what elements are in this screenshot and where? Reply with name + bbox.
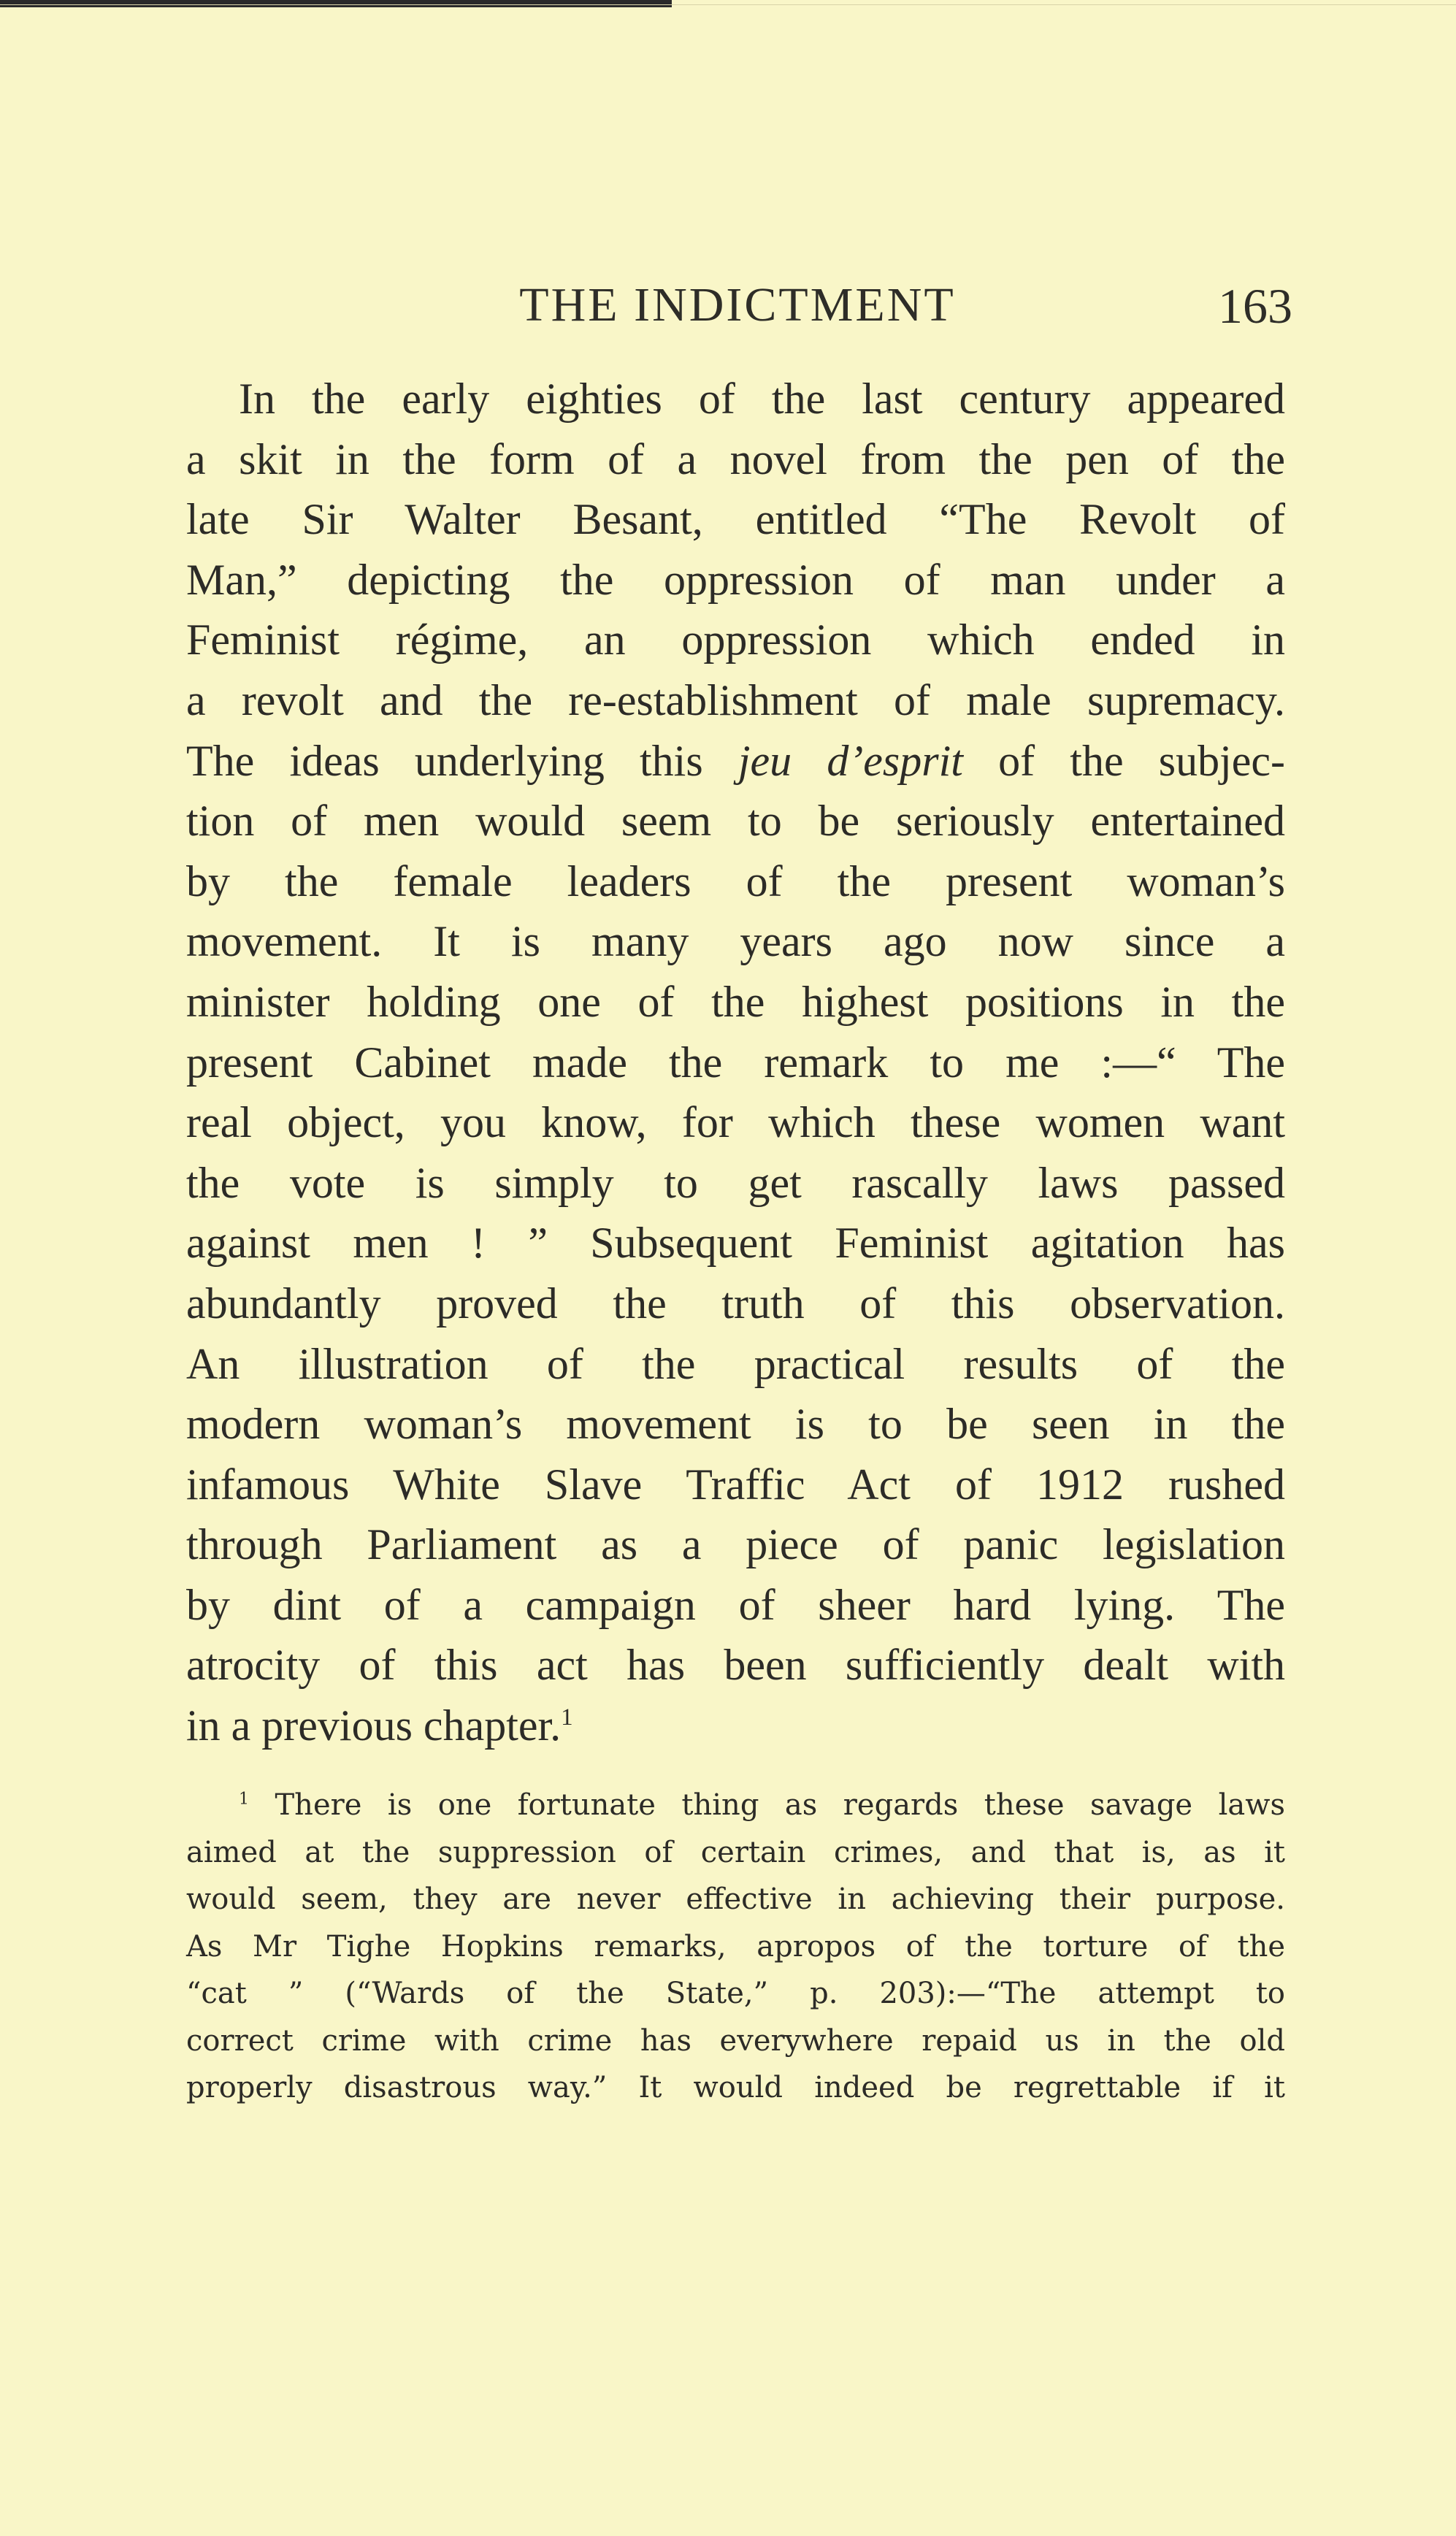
footnote-line: “cat ” (“Wards of the State,” p. 203):—“The attempt to — [186, 1977, 1285, 2010]
body-line-part: in a previous chapter. — [186, 1701, 562, 1750]
body-line: a skit in the form of a novel from the pen of the — [186, 434, 1285, 483]
body-line: abundantly proved the truth of this observation. — [186, 1279, 1285, 1328]
footnote-line: properly disastrous way.” It would indeed be regrettable if it — [186, 2071, 1285, 2104]
footnote-marker: 1 — [239, 1790, 249, 1809]
footnote-line-part: There is one fortunate thing as regards these savage laws — [249, 1788, 1285, 1822]
body-line: infamous White Slave Traffic Act of 1912 rushed — [186, 1460, 1285, 1509]
body-line: by dint of a campaign of sheer hard lying. The — [186, 1580, 1285, 1629]
body-line: late Sir Walter Besant, entitled “The Revolt of — [186, 495, 1285, 544]
body-line: real object, you know, for which these women want — [186, 1098, 1285, 1147]
body-line: through Parliament as a piece of panic legislation — [186, 1520, 1285, 1569]
body-line: by the female leaders of the present woman’s — [186, 857, 1285, 905]
body-line: a revolt and the re-establishment of male supremacy. — [186, 675, 1285, 724]
body-line — [186, 1696, 1285, 1756]
body-line: tion of men would seem to be seriously entertained — [186, 797, 1285, 846]
body-line: atrocity of this act has been sufficiently dealt with — [186, 1641, 1285, 1690]
body-line: movement. It is many years ago now since a — [186, 917, 1285, 966]
body-line: minister holding one of the highest positions in the — [186, 977, 1285, 1026]
body-line: against men ! ” Subsequent Feminist agitation has — [186, 1219, 1285, 1268]
running-title: THE INDICTMENT — [519, 278, 956, 332]
body-line-part: of the subjec- — [962, 736, 1286, 785]
footnote-line: would seem, they are never effective in achieving their purpose. — [186, 1882, 1285, 1916]
footnote — [186, 1782, 1285, 2112]
body-line: In the early eighties of the last century appeared — [239, 375, 1285, 423]
body-line: present Cabinet made the remark to me :—“ The — [186, 1038, 1285, 1087]
body-line: modern woman’s movement is to be seen in the — [186, 1400, 1285, 1449]
top-edge-rule — [0, 0, 672, 7]
body-paragraph — [186, 369, 1285, 1756]
footnote-line: correct crime with crime has everywhere repaid us in the old — [186, 2023, 1285, 2058]
running-header — [183, 270, 1292, 350]
body-line-part: The ideas underlying this — [186, 736, 738, 785]
footnote-line: As Mr Tighe Hopkins remarks, apropos of the torture of the — [186, 1929, 1285, 1964]
italic-phrase: jeu d’esprit — [737, 736, 963, 785]
body-line: Man,” depicting the oppression of man under a — [186, 555, 1285, 604]
footnote-line: aimed at the suppression of certain crimes, and that is, as it — [186, 1835, 1285, 1869]
body-line: the vote is simply to get rascally laws passed — [186, 1158, 1285, 1207]
page-number: 163 — [1218, 278, 1292, 334]
top-edge-thin-rule — [0, 4, 1456, 5]
body-line — [186, 731, 1285, 792]
footnote-reference: 1 — [561, 1704, 573, 1731]
body-line: An illustration of the practical results of the — [186, 1339, 1285, 1388]
body-line: Feminist régime, an oppression which ended in — [186, 616, 1285, 664]
footnote-line — [186, 1782, 1285, 1829]
